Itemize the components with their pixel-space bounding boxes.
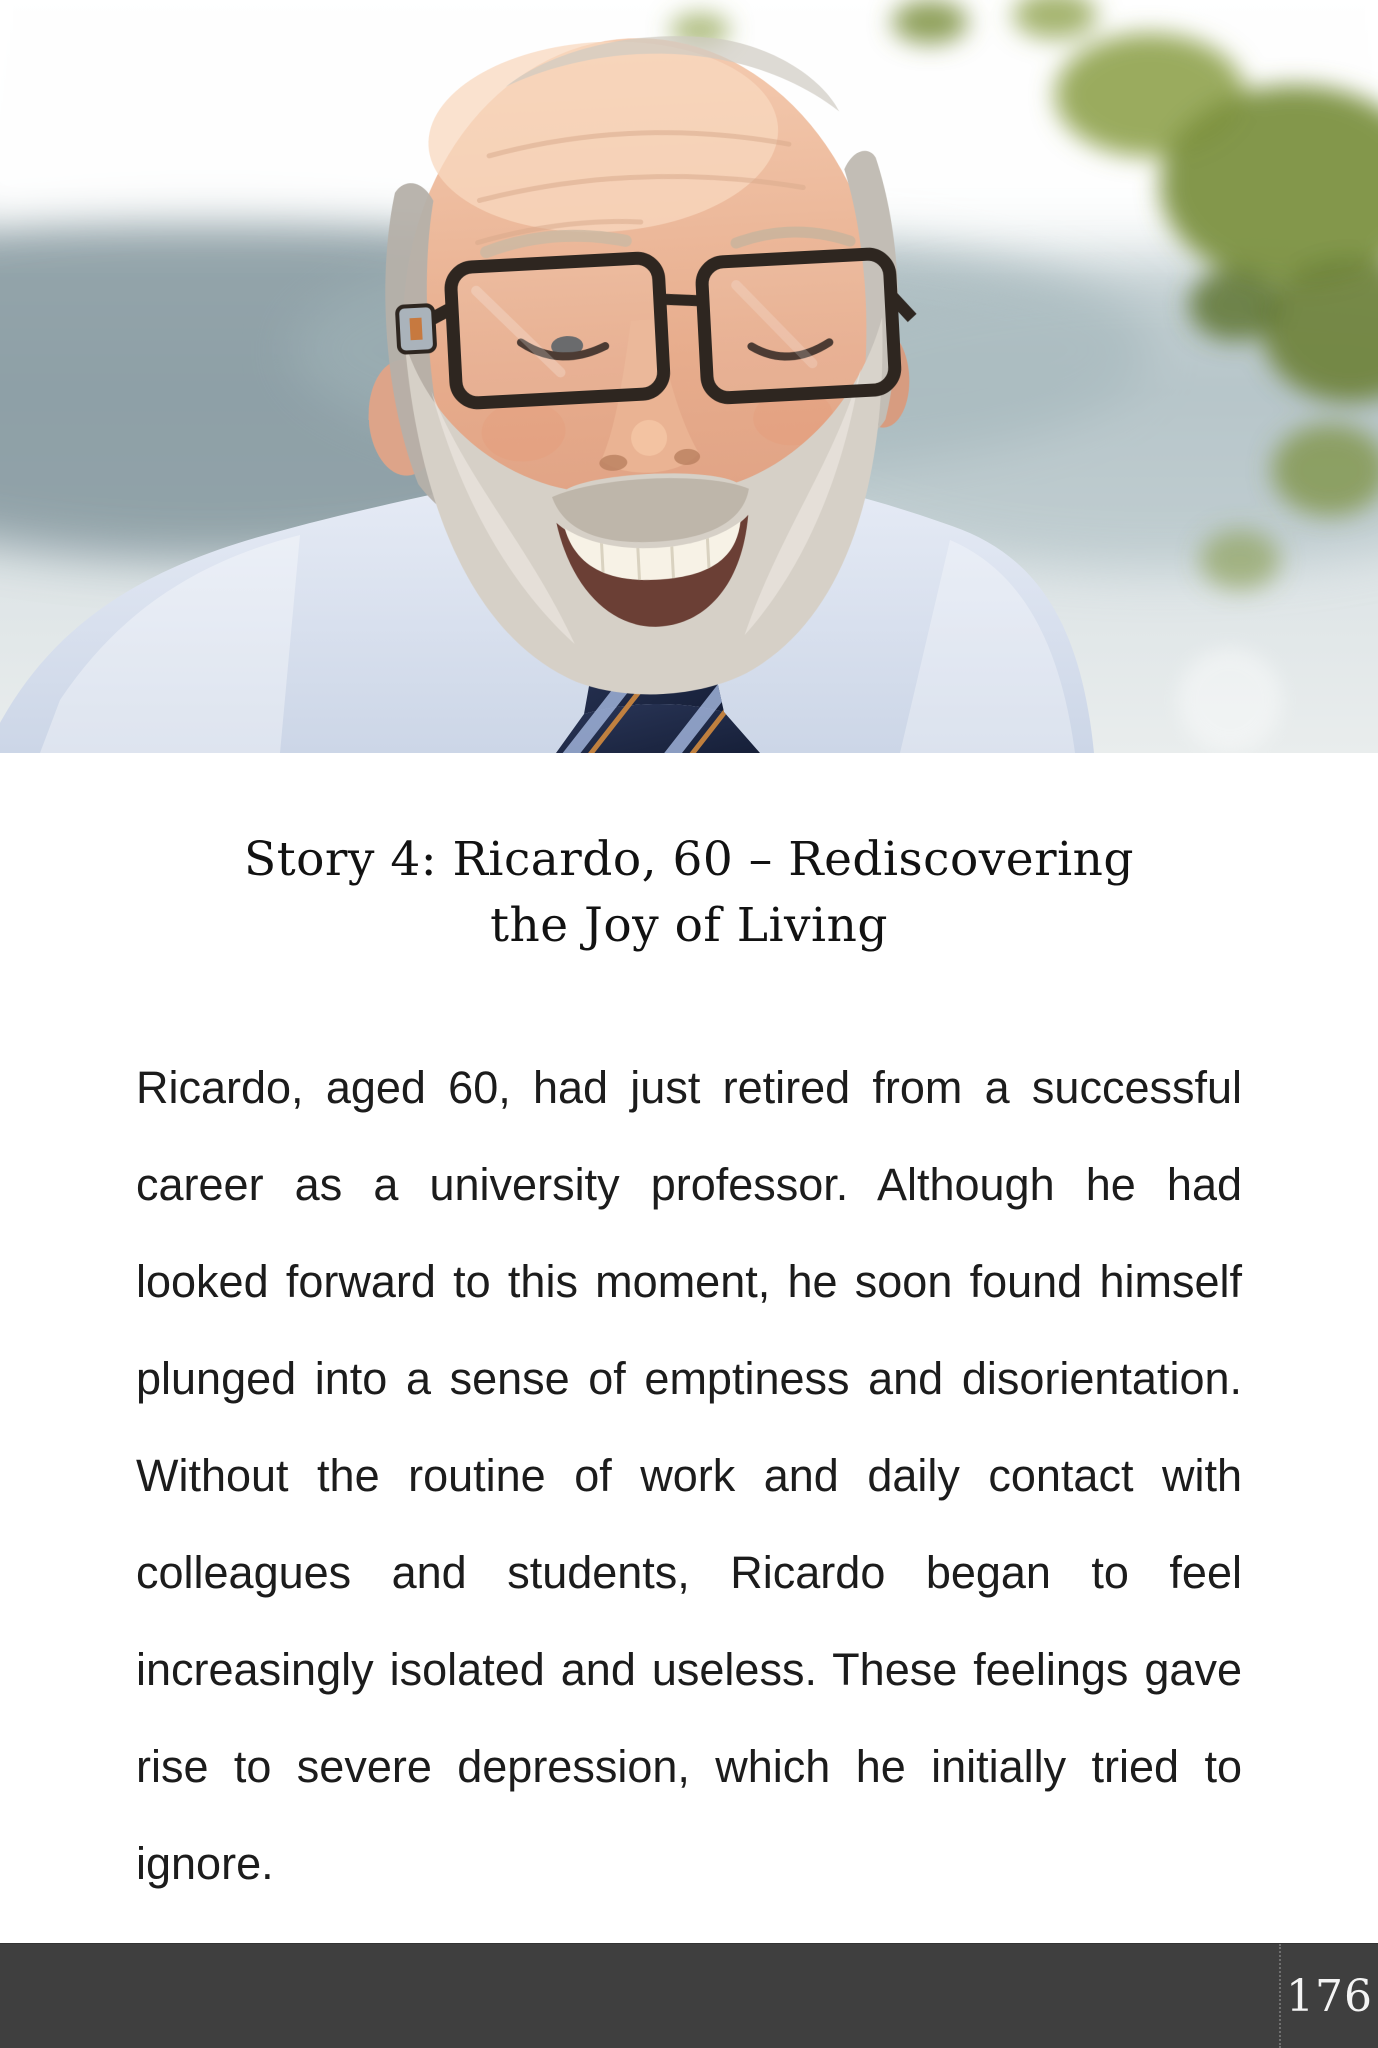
body-line: career as a university professor. Although he had — [136, 1159, 1242, 1210]
page-number: 176 — [1279, 1944, 1378, 2048]
story-title-line-2: the Joy of Living — [490, 898, 888, 953]
body-line: Ricardo, aged 60, had just retired from a successful — [136, 1062, 1242, 1113]
body-line: increasingly isolated and useless. These feelings gave — [136, 1644, 1242, 1695]
body-line: colleagues and students, Ricardo began to feel — [136, 1547, 1242, 1598]
body-line: looked forward to this moment, he soon found himself — [136, 1256, 1242, 1307]
story-title — [0, 827, 1378, 959]
body-line: Without the routine of work and daily contact with — [136, 1450, 1242, 1501]
portrait-photo — [0, 0, 1378, 753]
photo-glasses — [395, 244, 916, 415]
story-title-line-1: Story 4: Ricardo, 60 – Rediscovering — [244, 832, 1134, 887]
body-line: ignore. — [136, 1838, 274, 1889]
body-line: plunged into a sense of emptiness and disorientation. — [136, 1353, 1242, 1404]
body-line: rise to severe depression, which he initially tried to — [136, 1741, 1242, 1792]
portrait-photo-svg — [0, 0, 1378, 753]
story-paragraph — [136, 1039, 1242, 1912]
footer-bar — [0, 1943, 1378, 2048]
